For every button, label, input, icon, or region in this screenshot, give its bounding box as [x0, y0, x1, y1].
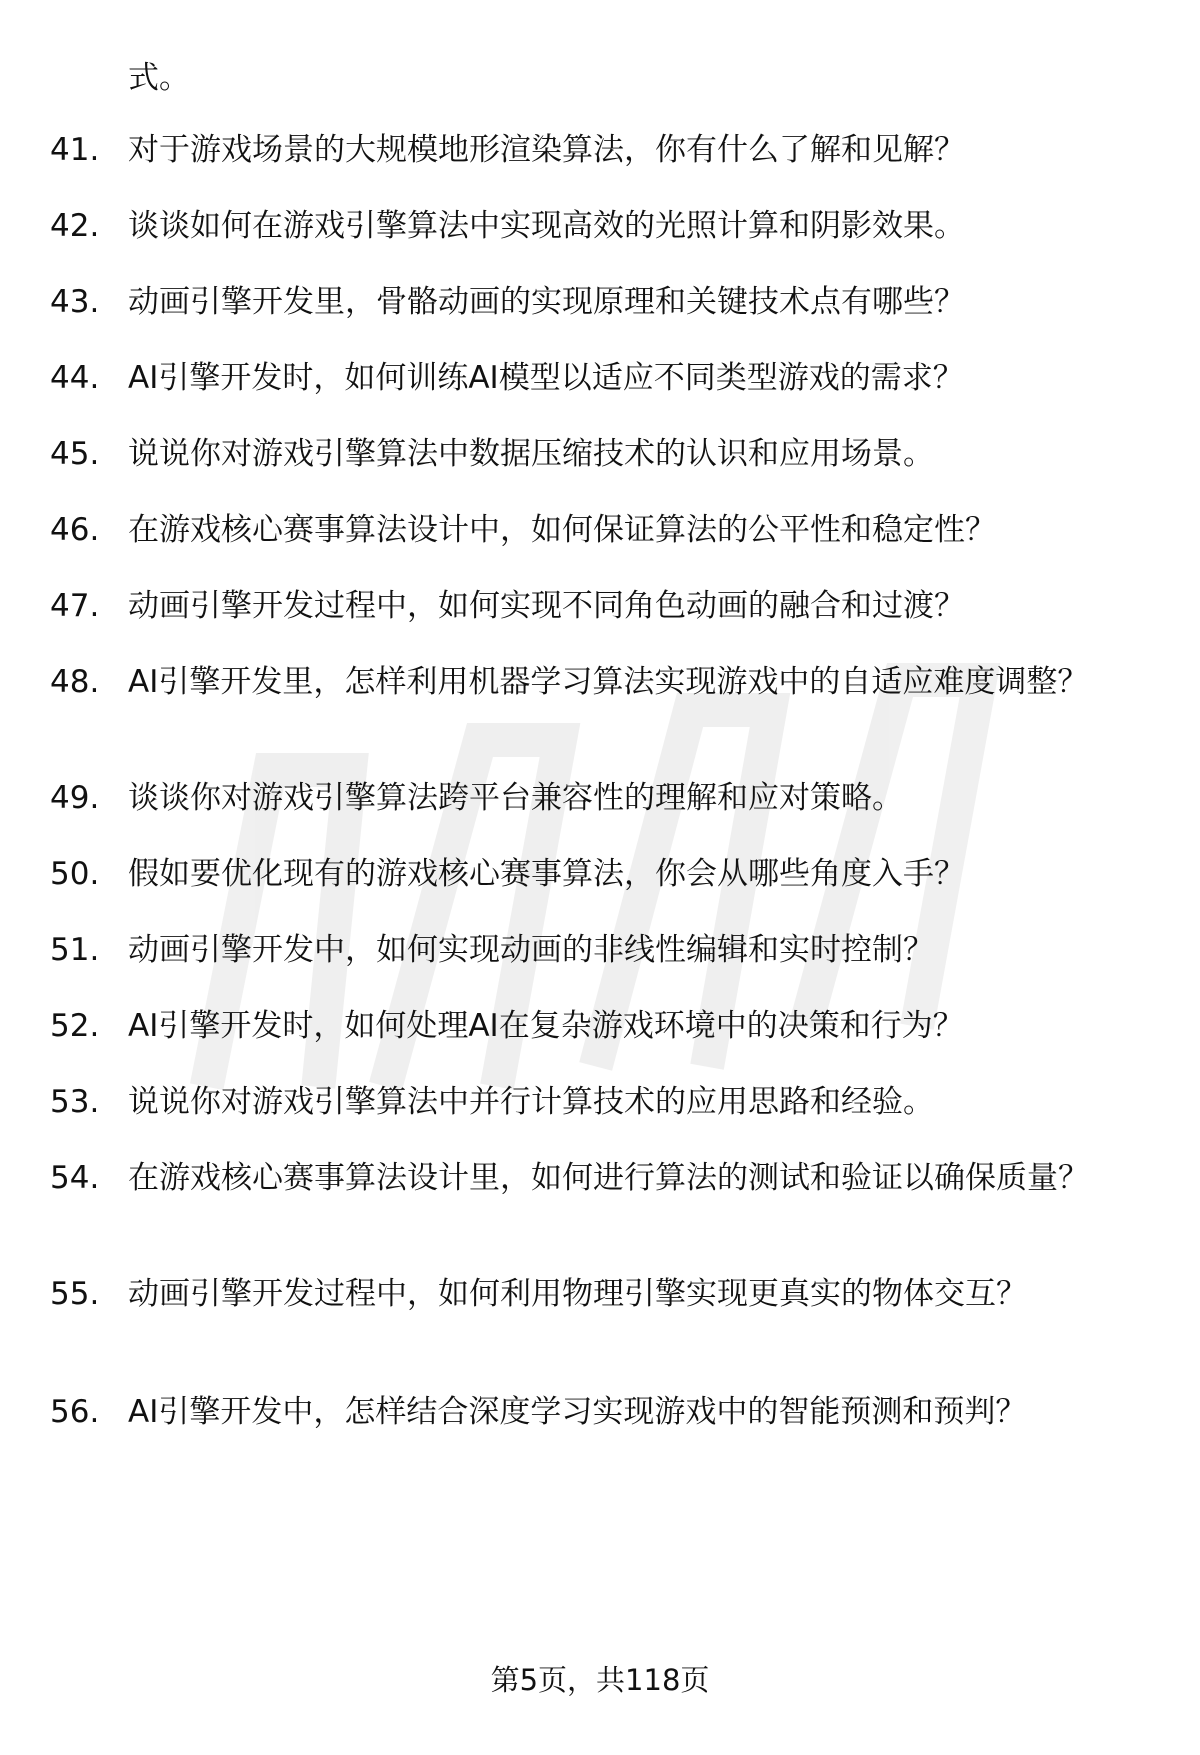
- question-number: 51.: [50, 932, 100, 968]
- question-text: 动画引擎开发中，如何实现动画的非线性编辑和实时控制？: [128, 932, 934, 968]
- question-number: 54.: [50, 1160, 100, 1196]
- question-number: 46.: [50, 512, 100, 548]
- continuation-text: 式。: [128, 60, 190, 96]
- question-text: AI引擎开发时，如何训练AI模型以适应不同类型游戏的需求？: [128, 360, 964, 396]
- question-text: 假如要优化现有的游戏核心赛事算法，你会从哪些角度入手？: [128, 856, 965, 892]
- question-text: 动画引擎开发过程中，如何实现不同角色动画的融合和过渡？: [128, 588, 965, 624]
- question-text: 说说你对游戏引擎算法中数据压缩技术的认识和应用场景。: [128, 436, 934, 472]
- question-text: AI引擎开发时，如何处理AI在复杂游戏环境中的决策和行为？: [128, 1008, 964, 1044]
- question-number: 55.: [50, 1276, 100, 1312]
- question-number: 43.: [50, 284, 100, 320]
- question-text: 动画引擎开发过程中，如何利用物理引擎实现更真实的物体交互？: [128, 1276, 1027, 1312]
- question-number: 45.: [50, 436, 100, 472]
- question-text: AI引擎开发中，怎样结合深度学习实现游戏中的智能预测和预判？: [128, 1394, 1027, 1430]
- question-number: 53.: [50, 1084, 100, 1120]
- question-number: 50.: [50, 856, 100, 892]
- question-number: 48.: [50, 664, 100, 700]
- question-number: 56.: [50, 1394, 100, 1430]
- question-number: 42.: [50, 208, 100, 244]
- page-number-footer: 第5页，共118页: [490, 1663, 710, 1697]
- question-text: 谈谈如何在游戏引擎算法中实现高效的光照计算和阴影效果。: [128, 208, 965, 244]
- question-text: 在游戏核心赛事算法设计中，如何保证算法的公平性和稳定性？: [128, 512, 996, 548]
- question-number: 47.: [50, 588, 100, 624]
- question-number: 49.: [50, 780, 100, 816]
- question-text: AI引擎开发里，怎样利用机器学习算法实现游戏中的自适应难度调整？: [128, 664, 1089, 700]
- question-number: 44.: [50, 360, 100, 396]
- question-text: 谈谈你对游戏引擎算法跨平台兼容性的理解和应对策略。: [128, 780, 903, 816]
- question-text: 说说你对游戏引擎算法中并行计算技术的应用思路和经验。: [128, 1084, 934, 1120]
- question-text: 动画引擎开发里，骨骼动画的实现原理和关键技术点有哪些？: [128, 284, 965, 320]
- question-number: 52.: [50, 1008, 100, 1044]
- question-number: 41.: [50, 132, 100, 168]
- question-text: 对于游戏场景的大规模地形渲染算法，你有什么了解和见解？: [128, 132, 965, 168]
- question-text: 在游戏核心赛事算法设计里，如何进行算法的测试和验证以确保质量？: [128, 1160, 1089, 1196]
